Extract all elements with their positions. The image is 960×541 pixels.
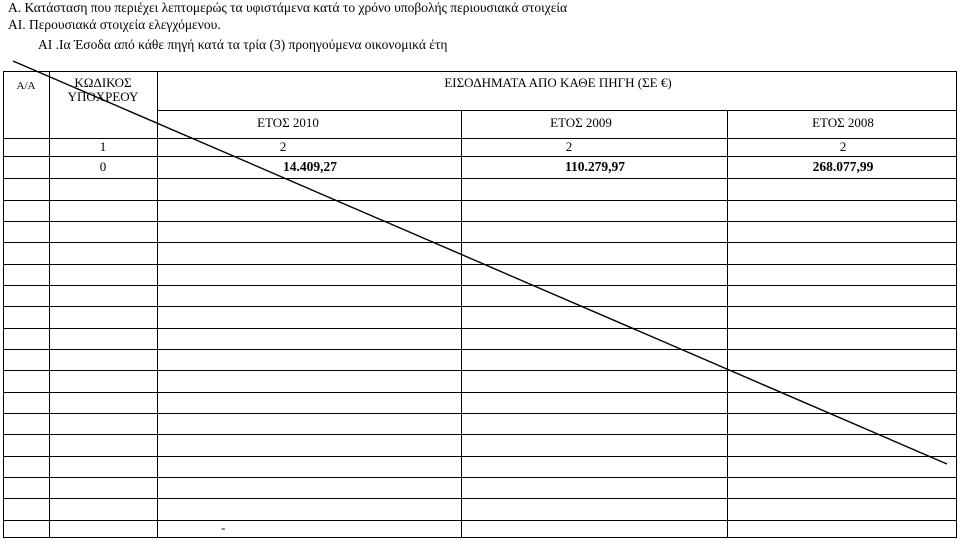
data-row-value-2009: 110.279,97 (564, 159, 626, 174)
data-row-value-2010: 14.409,27 (283, 159, 337, 174)
column-number-2008: 2 (839, 139, 847, 154)
column-number-2009: 2 (565, 139, 573, 154)
col-code-header-line2: ΥΠΟΧΡΕΟΥ (67, 89, 139, 104)
data-row-value-2008: 268.077,99 (812, 159, 874, 174)
header-line-3: ΑΙ .Ια Έσοδα από κάθε πηγή κατά τα τρία (3) προηγούμενα οικονομικά έτη (38, 37, 448, 52)
col-code-header-line1: ΚΩΔΙΚΟΣ (74, 75, 132, 90)
header-line-1: Α. Κατάσταση που περιέχει λεπτομερώς τα υφιστάμενα κατά το χρόνο υποβολής περιουσιακά στοιχεία (8, 0, 568, 15)
year-header-2009: ΕΤΟΣ 2009 (550, 115, 612, 130)
col-income-header: ΕΙΣΟΔΗΜΑΤΑ ΑΠΟ ΚΑΘΕ ΠΗΓΗ (ΣΕ €) (444, 75, 672, 90)
header-line-2: ΑΙ. Περουσιακά στοιχεία ελεγχόμενου. (8, 17, 221, 32)
data-row-code: 0 (99, 159, 107, 174)
bottom-dash-mark: - (221, 520, 226, 535)
column-number-code: 1 (99, 139, 107, 154)
column-number-2010: 2 (279, 139, 287, 154)
strike-through-line (13, 61, 947, 464)
year-header-2008: ΕΤΟΣ 2008 (812, 115, 874, 130)
year-header-2010: ΕΤΟΣ 2010 (257, 115, 319, 130)
col-aa-header: Α/Α (16, 80, 36, 92)
